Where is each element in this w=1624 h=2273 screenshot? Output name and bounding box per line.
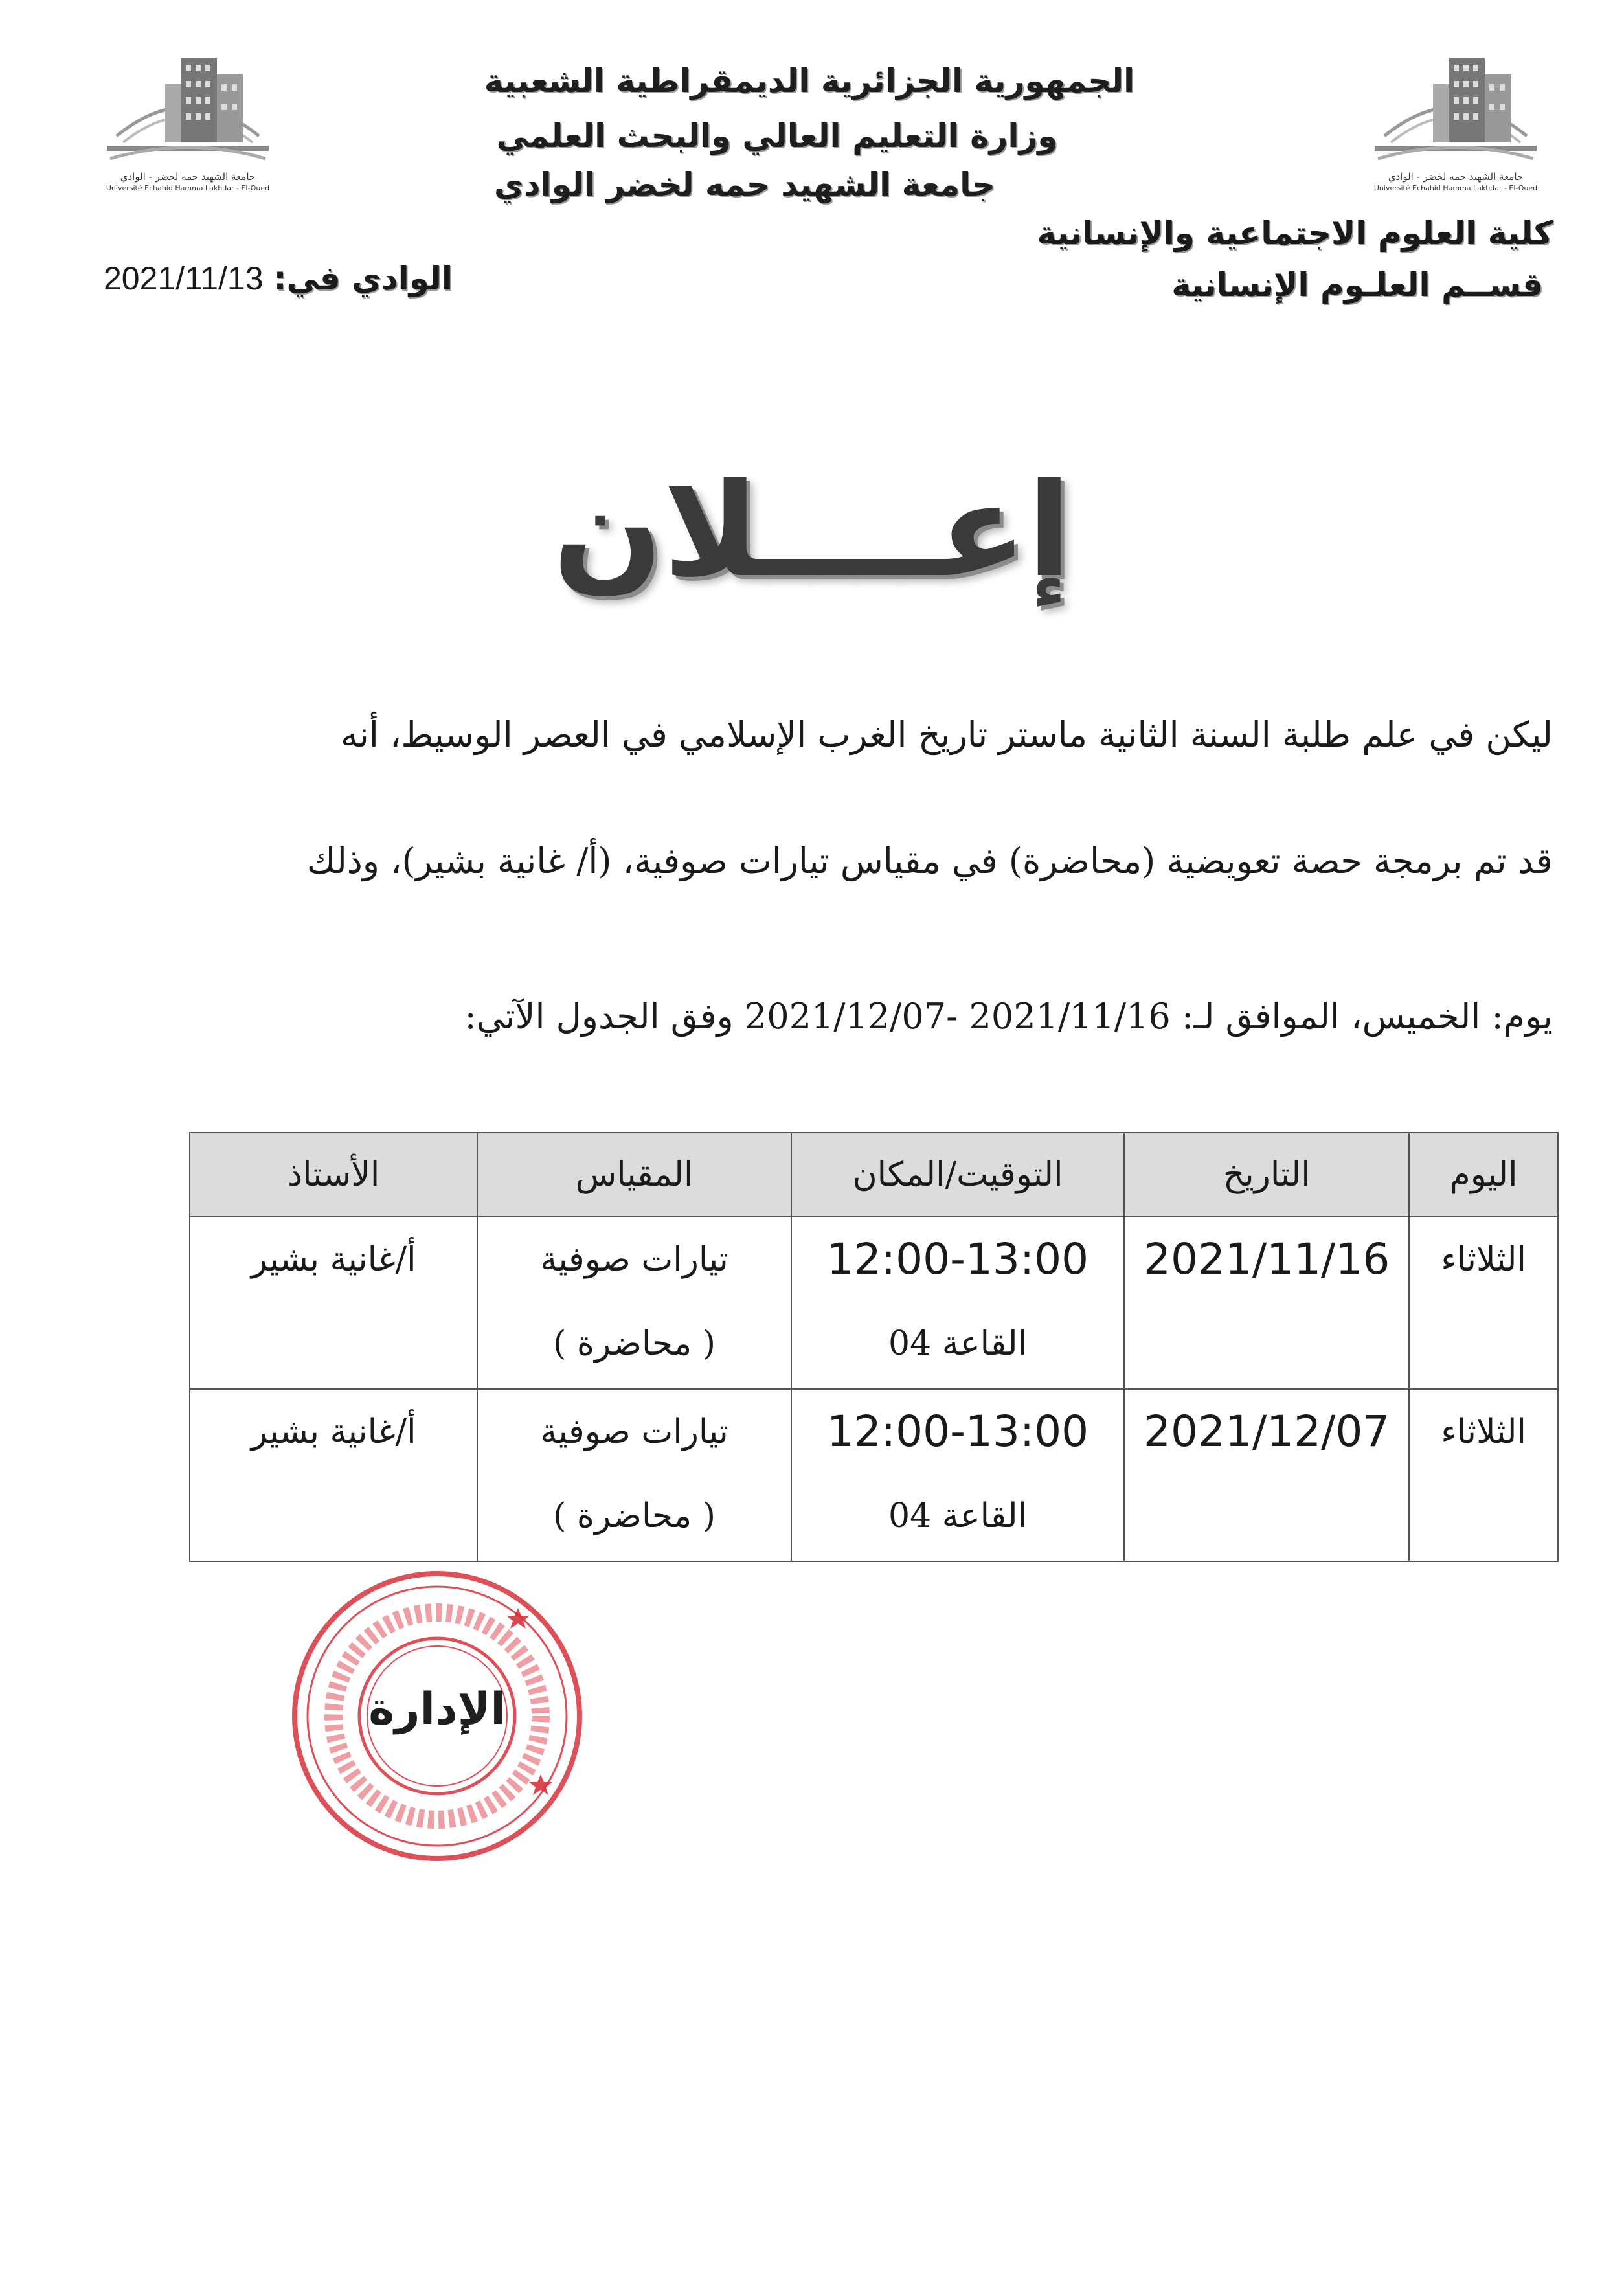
cell-time: 12:00-13:00 — [826, 1407, 1089, 1456]
logo-caption-ar: جامعة الشهيد حمه لخضر - الوادي — [120, 171, 256, 183]
header-university: جامعة الشهيد حمه لخضر الوادي — [494, 166, 995, 203]
cell-time-place — [791, 1389, 1124, 1561]
table-row — [190, 1217, 1558, 1389]
header-date: التاريخ — [1124, 1133, 1409, 1217]
table-header-row — [190, 1133, 1558, 1217]
cell-date: 2021/12/07 — [1124, 1389, 1409, 1561]
cell-module-name: تيارات صوفية — [540, 1240, 728, 1279]
body-line-3: يوم: الخميس، الموافق لـ: 2021/11/16 -2021/12/07 وفق الجدول الآتي: — [464, 996, 1553, 1037]
cell-module-name: تيارات صوفية — [540, 1412, 728, 1451]
header-time-place: التوقيت/المكان — [791, 1133, 1124, 1217]
issue-date-line — [104, 259, 453, 298]
university-logo-right — [1365, 39, 1546, 191]
cell-day: الثلاثاء — [1409, 1389, 1558, 1561]
cell-time-place — [791, 1217, 1124, 1389]
logo-caption-ar: جامعة الشهيد حمه لخضر - الوادي — [1388, 171, 1524, 183]
cell-teacher: أ/غانية بشير — [190, 1389, 477, 1561]
header-day: اليوم — [1409, 1133, 1558, 1217]
cell-module-type: ( محاضرة ) — [553, 1497, 716, 1535]
body-line-2: قد تم برمجة حصة تعويضية (محاضرة) في مقياس تيارات صوفية، (أ/ غانية بشير)، وذلك — [306, 841, 1553, 881]
cell-module-type: ( محاضرة ) — [553, 1324, 716, 1363]
table-row — [190, 1389, 1558, 1561]
header-republic: الجمهورية الجزائرية الديمقراطية الشعبية — [484, 62, 1135, 100]
cell-room: القاعة 04 — [888, 1324, 1028, 1363]
header-ministry: وزارة التعليم العالي والبحث العلمي — [496, 117, 1058, 155]
cell-module — [477, 1217, 791, 1389]
header-module: المقياس — [477, 1133, 791, 1217]
issue-date-label: الوادي في: — [273, 260, 453, 297]
header-faculty: كلية العلوم الاجتماعية والإنسانية — [1037, 214, 1553, 252]
schedule-table — [189, 1132, 1559, 1562]
administration-label: الإدارة — [368, 1684, 506, 1735]
cell-date: 2021/11/16 — [1124, 1217, 1409, 1389]
issue-date-value: 2021/11/13 — [104, 260, 264, 297]
cell-module — [477, 1389, 791, 1561]
building-logo-icon — [1365, 39, 1546, 172]
cell-teacher: أ/غانية بشير — [190, 1217, 477, 1389]
header-teacher: الأستاذ — [190, 1133, 477, 1217]
body-line-1: ليكن في علم طلبة السنة الثانية ماستر تاريخ الغرب الإسلامي في العصر الوسيط، أنه — [340, 714, 1553, 755]
building-logo-icon — [97, 39, 278, 172]
logo-caption-fr: Université Echahid Hamma Lakhdar - El-Oued — [106, 184, 270, 192]
header-department: قســم العلـوم الإنسانية — [1171, 266, 1543, 304]
cell-day: الثلاثاء — [1409, 1217, 1558, 1389]
cell-room: القاعة 04 — [888, 1497, 1028, 1535]
cell-time: 12:00-13:00 — [826, 1234, 1089, 1284]
announcement-title: إعــــلان — [552, 455, 1072, 606]
logo-caption-fr: Université Echahid Hamma Lakhdar - El-Oued — [1373, 184, 1538, 192]
university-logo-left — [97, 39, 278, 191]
